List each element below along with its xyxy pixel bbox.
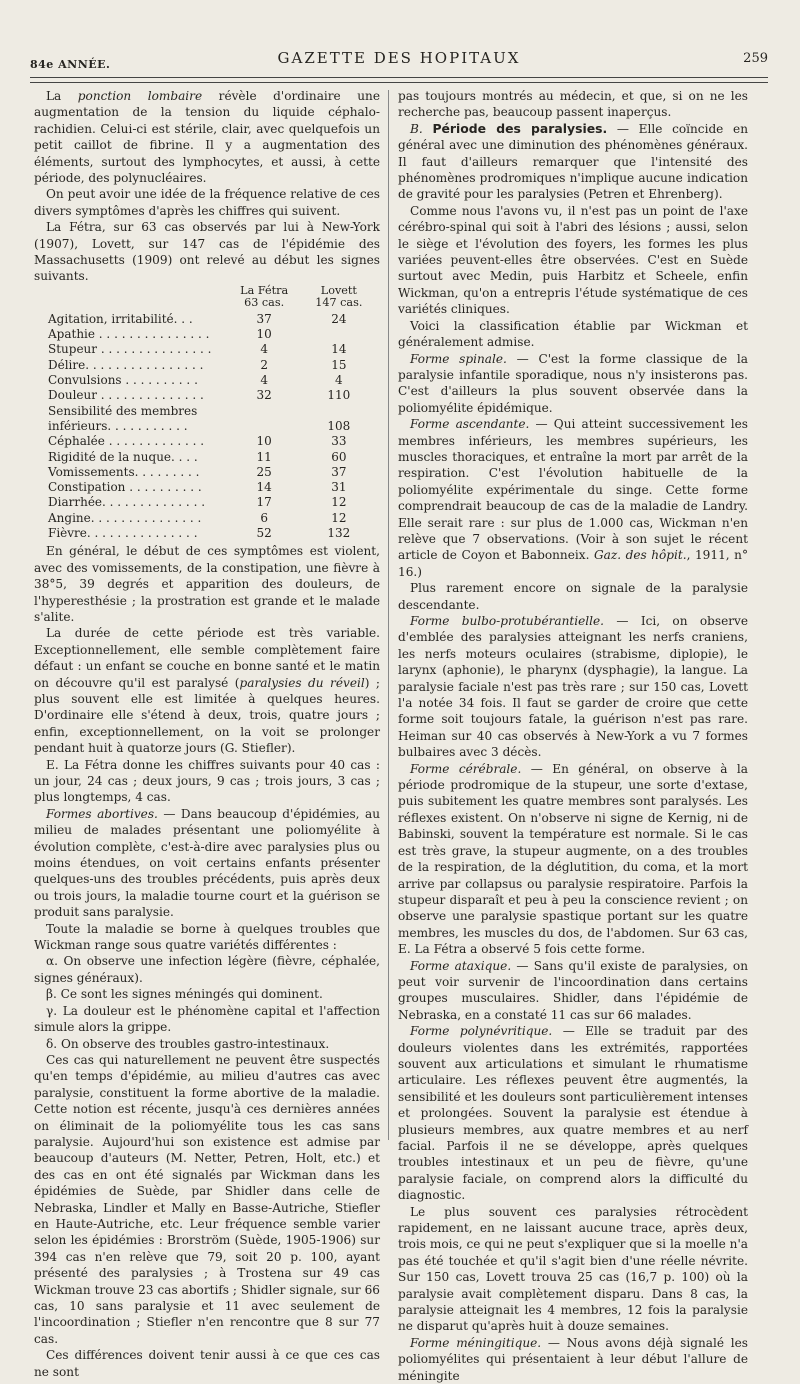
symptom-label: inférieurs. . . . . . . . . . . — [48, 418, 188, 433]
la-fetra-value: 17 — [256, 495, 272, 510]
la-fetra-value: 52 — [256, 526, 272, 541]
table-row — [34, 342, 380, 357]
table-row — [34, 388, 380, 403]
lovett-value: 12 — [331, 510, 347, 525]
symptom-label: Diarrhée. . . . . . . . . . . . . . — [48, 495, 206, 510]
la-fetra-value: 37 — [256, 311, 272, 326]
la-fetra-value: 4 — [260, 342, 268, 357]
la-fetra-value — [231, 419, 298, 434]
symptom-label: Apathie . . . . . . . . . . . . . . . — [48, 327, 210, 342]
table-row — [34, 495, 380, 510]
table-row — [34, 327, 380, 342]
la-fetra-value: 2 — [260, 357, 268, 372]
header-rule — [30, 77, 768, 78]
la-fetra-value: 10 — [256, 327, 272, 342]
table-row — [34, 450, 380, 465]
la-fetra-value: 32 — [256, 388, 272, 403]
paragraph: Forme ataxique. — Sans qu'il existe de paralysies, on peut voir survenir de l'incoordination dans certains groupes musculaires. Shidler, dans l'épidémie de Nebraska, en a constaté 11 cas sur 66 malades. — [398, 958, 748, 1022]
la-fetra-value: 10 — [256, 434, 272, 449]
lovett-value: 37 — [331, 464, 347, 479]
table-row — [34, 526, 380, 541]
la-fetra-value: 4 — [260, 373, 268, 388]
paragraph: Forme méningitique. — Nous avons déjà signalé les poliomyélites qui présentaient à leur début l'allure de méningite — [398, 1335, 748, 1383]
symptom-label: Angine. . . . . . . . . . . . . . . — [48, 510, 202, 525]
symptom-label: Délire. . . . . . . . . . . . . . . . — [48, 357, 204, 372]
paragraph: pas toujours montrés au médecin, et que, si on ne les recherche pas, beaucoup passent inaperçus. — [398, 89, 748, 120]
paragraph: Forme cérébrale. — En général, on observe à la période prodromique de la stupeur, une sorte d'extase, puis subitement les quatre membres sont paralysés. Les réflexes existent. On n'observe ni signe de Kernig, ni de Babinski, souvent la température est normale. Si le cas est très grave, la stupeur augmente, on a des troubles de la respiration, de la déglutition, du coma, et la mort arrive par collapsus ou paralysie respiratoire. Parfois la stupeur disparaît et peu à peu la conscience revient ; on observe une paralysie spastique portant sur les quatre membres, les muscles du dos, de l'abdomen. Sur 63 cas, E. La Fétra a observé 5 fois cette forme. — [398, 761, 749, 957]
paragraph: E. La Fétra donne les chiffres suivants pour 40 cas : un jour, 24 cas ; deux jours, 9 cas ; trois jours, 3 cas ; plus longtemps, 4 cas. — [34, 757, 380, 805]
lovett-value — [298, 327, 380, 342]
lovett-value: 4 — [335, 373, 343, 388]
right-column — [398, 88, 748, 1384]
paragraph: Plus rarement encore on signale de la paralysie descendante. — [398, 581, 748, 612]
symptom-label: Convulsions . . . . . . . . . . — [48, 373, 198, 388]
table-row — [34, 480, 380, 495]
paragraph: On peut avoir une idée de la fréquence relative de ces divers symptômes d'après les chiffres qui suivent. — [34, 187, 380, 218]
lovett-value: 132 — [327, 526, 351, 541]
la-fetra-value: 11 — [256, 449, 272, 464]
symptom-frequency-table — [34, 285, 380, 541]
symptom-label: Vomissements. . . . . . . . . — [48, 464, 200, 479]
symptom-label: Fièvre. . . . . . . . . . . . . . . — [48, 526, 198, 541]
la-fetra-value — [231, 404, 298, 419]
journal-title: GAZETTE DES HOPITAUX — [277, 49, 521, 67]
lovett-value — [298, 404, 380, 419]
table-row — [34, 419, 380, 434]
section-letter: B. — [410, 121, 423, 136]
paragraph: Le plus souvent ces paralysies rétrocèdent rapidement, en ne laissant aucune trace, après deux, trois mois, ce qui ne peut s'expliquer que si la moelle n'a pas été touchée et qu'il s'agit bien d'une réelle névrite. Sur 150 cas, Lovett trouva 25 cas (16,7 p. 100) où la paralysie avait complètement disparu. Dans 8 cas, la paralysie atteignait les 4 membres, 12 fois la paralysie ne disparut qu'après huit à douze semaines. — [398, 1204, 748, 1334]
table-row — [34, 358, 380, 373]
paragraph: Comme nous l'avons vu, il n'est pas un point de l'axe cérébro-spinal qui soit à l'abri des lésions ; aussi, selon le siège et l'évolution des foyers, les formes les plus variées peuvent-elles être observées. C'est en Suède surtout avec Medin, puis Harbitz et Scheele, enfin Wickman, qu'on a entrepris l'étude systématique de ces variétés cliniques. — [398, 203, 748, 317]
paragraph: Toute la maladie se borne à quelques troubles que Wickman range sous quatre variétés différentes : — [34, 921, 380, 953]
lovett-value: 108 — [327, 418, 351, 433]
lovett-value: 60 — [331, 449, 347, 464]
symptom-label: Stupeur . . . . . . . . . . . . . . . — [48, 342, 212, 357]
section-heading: Période des paralysies. — [432, 120, 608, 136]
table-row — [34, 511, 380, 526]
paragraph: Forme polynévritique. — Elle se traduit par des douleurs violentes dans les extrémités, rapportées souvent aux articulations et simulant le rhumatisme articulaire. Les réflexes peuvent être augmentés, la sensibilité et les douleurs sont particulièrement intenses et prolongées. Souvent la paralysie est étendue à plusieurs membres, aux quatre membres et au nerf facial. Parfois il ne se développe, après quelques troubles intestinaux et un peu de fièvre, qu'une paralysie faciale, on comprend alors la difficulté du diagnostic. — [398, 1024, 748, 1203]
column-divider — [388, 90, 389, 1140]
lovett-value: 12 — [331, 495, 347, 510]
table-row — [34, 404, 380, 419]
lovett-value: 15 — [331, 357, 347, 372]
la-fetra-value: 6 — [260, 510, 268, 525]
lovett-value: 110 — [327, 388, 351, 403]
paragraph: Formes abortives. — Dans beaucoup d'épidémies, au milieu de malades présentant une poliomyélite à évolution complète, c'est-à-dire avec paralysies plus ou moins étendues, on voit certains enfants présenter quelques-uns des troubles précédents, puis après deux ou trois jours, la maladie tourne court et la guérison se produit sans paralysie. — [34, 806, 381, 920]
paragraph: Voici la classification établie par Wickman et généralement admise. — [398, 318, 748, 350]
table-row — [34, 465, 380, 480]
list-item: δ. On observe des troubles gastro-intestinaux. — [46, 1036, 330, 1051]
symptom-label: Rigidité de la nuque. . . . — [48, 449, 198, 464]
paragraph: En général, le début de ces symptômes est violent, avec des vomissements, de la constipation, une fièvre à 38°5, 39 degrés et apparition des douleurs, de l'hyperesthésie ; la prostration est grande et le malade s'alite. — [34, 544, 380, 624]
la-fetra-value: 25 — [256, 464, 272, 479]
section-text: — Elle coïncide en général avec une diminution des phénomènes généraux. Il faut d'ailleurs remarquer que l'intensité des phénomènes prodromiques n'implique aucune indication de gravité pour les paralysies (Petren et Ehrenberg). — [398, 121, 748, 202]
symptom-label: Agitation, irritabilité. . . — [48, 311, 193, 326]
lovett-value: 24 — [331, 311, 347, 326]
column-subheader-lovett: 147 cas. — [315, 295, 363, 309]
paragraph: La ponction lombaire révèle d'ordinaire une augmentation de la tension du liquide céphalo-rachidien. Celui-ci est stérile, clair, avec quelquefois un petit caillot de fibrine. Il y a augmentation des éléments, surtout des lymphocytes, et aussi, à cette période, des polynucléaires. — [34, 89, 380, 186]
column-subheader-la-fetra: 63 cas. — [244, 295, 285, 309]
la-fetra-value: 14 — [256, 480, 272, 495]
table-row — [34, 312, 380, 327]
paragraph: La durée de cette période est très variable. Exceptionnellement, elle semble complètement faire défaut : un enfant se couche en bonne santé et le matin on découvre qu'il est paralysé (paralysies du réveil) ; plus souvent elle est limitée à quelques heures. D'ordinaire elle s'étend à deux, trois, quatre jours ; enfin, exceptionnellement, on la voit se prolonger pendant huit à quatorze jours (G. Stiefler). — [34, 626, 381, 756]
page-number: 259 — [743, 51, 768, 66]
paragraph: La Fétra, sur 63 cas observés par lui à New-York (1907), Lovett, sur 147 cas de l'épidémie des Massachusetts (1909) ont relevé au début les signes suivants. — [34, 220, 380, 284]
left-column — [34, 88, 380, 1380]
symptom-label: Sensibilité des membres — [48, 403, 198, 418]
symptom-label: Constipation . . . . . . . . . . — [48, 480, 202, 495]
paragraph: Ces cas qui naturellement ne peuvent être suspectés qu'en temps d'épidémie, au milieu d'autres cas avec paralysie, constituent la forme abortive de la maladie. Cette notion est récente, jusqu'à ces dernières années on éliminait de la poliomyélite tous les cas sans paralysie. Aujourd'hui son existence est admise par beaucoup d'auteurs (M. Netter, Petren, Holt, etc.) et des cas en ont été signalés par Wickman dans les épidémies de Suède, par Shidler dans celle de Nebraska, Lindler et Mally en Basse-Autriche, Stiefler en Haute-Autriche, etc. Leur fréquence semble varier selon les épidémies : Brorström (Suède, 1905-1906) sur 394 cas n'en relève que 79, soit 20 p. 100, ayant présenté des paralysies ; à Trostena sur 49 cas Wickman trouve 23 cas abortifs ; Shidler signale, sur 66 cas, 10 sans paralysie et 11 avec seulement de l'incoordination ; Stiefler n'en rencontre que 8 sur 77 cas. — [34, 1052, 380, 1346]
column-header-lovett: Lovett — [320, 283, 357, 297]
list-item: α. On observe une infection légère (fièvre, céphalée, signes généraux). — [34, 954, 380, 985]
lovett-value: 31 — [331, 480, 347, 495]
table-row — [34, 373, 380, 388]
symptom-label: Douleur . . . . . . . . . . . . . . — [48, 388, 204, 403]
column-header-la-fetra: La Fétra — [240, 283, 289, 297]
edition-label: 84e ANNÉE. — [30, 58, 111, 71]
paragraph: Ces différences doivent tenir aussi à ce que ces cas ne sont — [34, 1348, 380, 1379]
paragraph: Forme bulbo-protubérantielle. — Ici, on observe d'emblée des paralysies atteignant les nerfs craniens, les nerfs moteurs oculaires (strabisme, diplopie), le larynx (aphonie), le pharynx (dysphagie), la langue. La paralysie faciale n'est pas très rare ; sur 150 cas, Lovett l'a notée 34 fois. Il faut se garder de croire que cette forme soit toujours fatale, la guérison n'est pas rare. Heiman sur 40 cas observés à New-York a vu 7 formes bulbaires avec 3 décès. — [398, 614, 748, 760]
lovett-value: 33 — [331, 434, 347, 449]
symptom-label: Céphalée . . . . . . . . . . . . . — [48, 434, 205, 449]
page-header — [30, 44, 768, 74]
lovett-value: 14 — [331, 342, 347, 357]
list-item: β. Ce sont les signes méningés qui dominent. — [46, 987, 323, 1002]
section-paragraph — [398, 121, 748, 203]
list-item: γ. La douleur est le phénomène capital et l'affection simule alors la grippe. — [34, 1003, 380, 1035]
table-row — [34, 434, 380, 449]
paragraph: Forme ascendante. — Qui atteint successivement les membres inférieurs, les membres supérieurs, les muscles thoraciques, et entraîne la mort par arrêt de la respiration. C'est l'évolution habituelle de la poliomyélite expérimentale du singe. Cette forme comprendrait beaucoup de cas de la maladie de Landry. Elle serait rare : sur plus de 1.000 cas, Wickman n'en relève que 7 observations. (Voir à son sujet le récent article de Coyon et Babonneix. Gaz. des hôpit., 1911, n° 16.) — [398, 417, 749, 579]
paragraph: Forme spinale. — C'est la forme classique de la paralysie infantile sporadique, nous n'y insisterons pas. C'est d'ailleurs la plus souvent observée dans la poliomyélite épidémique. — [398, 351, 749, 415]
header-rule-thin — [30, 82, 768, 83]
